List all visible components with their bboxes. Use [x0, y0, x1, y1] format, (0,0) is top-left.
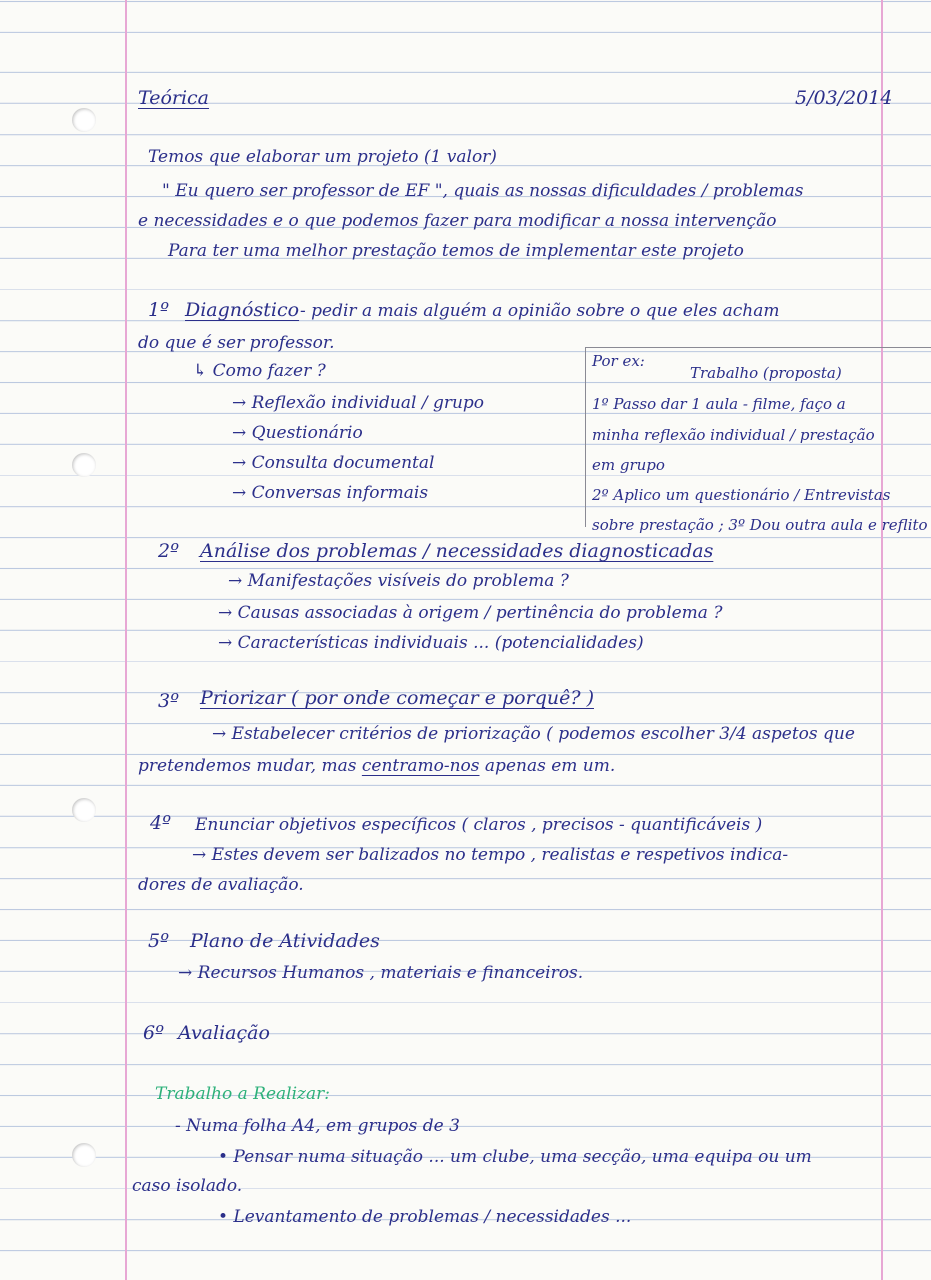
work-heading: Trabalho a Realizar:: [155, 1084, 330, 1104]
work-line-1: - Numa folha A4, em grupos de 3: [175, 1116, 460, 1136]
step-2-item-1: → Manifestações visíveis do problema ?: [228, 571, 569, 591]
example-box-left-border: [585, 347, 586, 527]
step-1-item-2: → Questionário: [232, 423, 363, 443]
step-5-number: 5º: [148, 930, 170, 952]
step-1-line-1: - pedir a mais alguém a opinião sobre o que eles acham: [300, 301, 780, 321]
example-box-line-3: em grupo: [592, 456, 665, 474]
example-box-line-2: minha reflexão individual / prestação: [592, 426, 875, 444]
step-3-line-2: [138, 755, 615, 777]
right-margin-line: [881, 0, 883, 1280]
step-1-line-2: do que é ser professor.: [138, 333, 335, 353]
left-margin-line: [125, 0, 127, 1280]
step-1-how: ↳ Como fazer ?: [193, 361, 326, 381]
step-3-line-2-end: apenas em um.: [484, 756, 616, 776]
punch-hole-top: [72, 108, 96, 132]
step-4-line-1: → Estes devem ser balizados no tempo , realistas e respetivos indica-: [192, 845, 789, 865]
example-box-title: Trabalho (proposta): [690, 364, 842, 382]
work-line-4: • Levantamento de problemas / necessidades ...: [218, 1207, 632, 1227]
page-title: Teórica: [138, 87, 210, 109]
step-5-title: Plano de Atividades: [190, 930, 380, 952]
step-2-item-3: → Características individuais ... (potencialidades): [218, 633, 644, 653]
step-4-line-2: dores de avaliação.: [138, 875, 304, 895]
step-1-item-3: → Consulta documental: [232, 453, 435, 473]
step-1-item-1: → Reflexão individual / grupo: [232, 393, 485, 413]
example-box-line-4: 2º Aplico um questionário / Entrevistas: [592, 486, 891, 504]
page-date: 5/03/2014: [795, 87, 893, 109]
work-line-2: • Pensar numa situação ... um clube, uma secção, uma equipa ou um: [218, 1147, 812, 1167]
intro-line-4: Para ter uma melhor prestação temos de implementar este projeto: [168, 241, 744, 261]
intro-line-3: e necessidades e o que podemos fazer para modificar a nossa intervenção: [138, 211, 777, 231]
step-3-line-2-underlined: centramo-nos: [361, 756, 480, 776]
step-4-number: 4º: [150, 812, 172, 834]
punch-hole-bottom: [72, 1143, 96, 1167]
step-1-item-4: → Conversas informais: [232, 483, 429, 503]
step-4-title: Enunciar objetivos específicos ( claros , precisos - quantificáveis ): [195, 815, 763, 835]
step-2-item-2: → Causas associadas à origem / pertinência do problema ?: [218, 603, 723, 623]
step-6-title: Avaliação: [178, 1022, 270, 1044]
intro-line-1: Temos que elaborar um projeto (1 valor): [148, 147, 497, 167]
example-box-label: Por ex:: [592, 352, 645, 370]
step-2-title: Análise dos problemas / necessidades diagnosticadas: [200, 540, 714, 562]
punch-hole-lower: [72, 798, 96, 822]
example-box-top-border: [585, 347, 931, 348]
intro-line-2: " Eu quero ser professor de EF ", quais as nossas dificuldades / problemas: [162, 181, 804, 201]
step-3-line-2-start: pretendemos mudar, mas: [138, 756, 357, 776]
step-3-line-1: → Estabelecer critérios de priorização ( podemos escolher 3/4 aspetos que: [212, 724, 855, 744]
step-5-line-1: → Recursos Humanos , materiais e financeiros.: [178, 963, 584, 983]
step-3-number: 3º: [158, 690, 180, 712]
step-3-title: Priorizar ( por onde começar e porquê? ): [200, 687, 594, 709]
example-box-line-5: sobre prestação ; 3º Dou outra aula e reflito: [592, 516, 928, 534]
punch-hole-middle: [72, 453, 96, 477]
example-box-line-1: 1º Passo dar 1 aula - filme, faço a: [592, 395, 846, 413]
step-6-number: 6º: [143, 1022, 165, 1044]
step-1-title: Diagnóstico: [185, 299, 300, 321]
step-1-number: 1º: [148, 299, 170, 321]
work-line-3: caso isolado.: [132, 1176, 243, 1196]
step-2-number: 2º: [158, 540, 180, 562]
